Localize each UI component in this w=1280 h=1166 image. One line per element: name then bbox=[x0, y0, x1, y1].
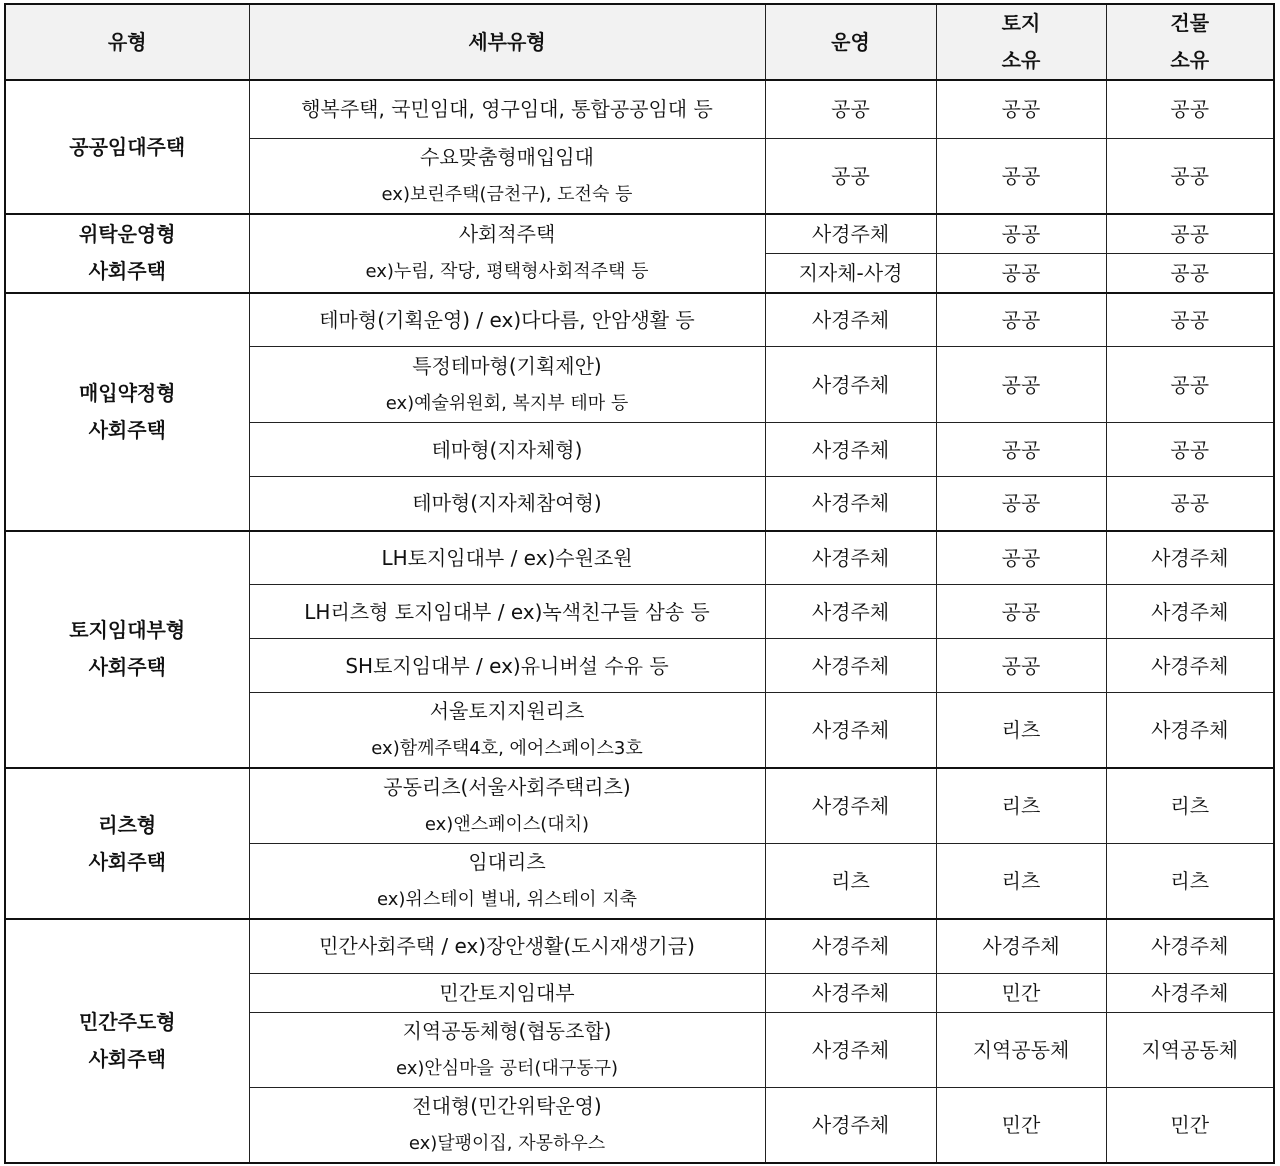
building-ownership-cell: 공공 bbox=[1106, 477, 1274, 531]
table-row bbox=[5, 768, 1274, 844]
building-ownership-cell: 리츠 bbox=[1106, 768, 1274, 844]
header-land-line2: 소유 bbox=[1001, 48, 1041, 72]
subtype-cell bbox=[249, 1012, 765, 1087]
operation-cell: 사경주체 bbox=[765, 531, 936, 585]
type-cell-line: 사회주택 bbox=[88, 417, 166, 442]
type-cell-line: 사회주택 bbox=[88, 849, 166, 874]
building-ownership-cell: 지역공동체 bbox=[1106, 1012, 1274, 1087]
building-ownership-cell: 공공 bbox=[1106, 138, 1274, 214]
land-ownership-cell: 공공 bbox=[936, 293, 1106, 347]
header-building-line2: 소유 bbox=[1170, 48, 1210, 72]
subtype-cell-line: 서울토지지원리츠 bbox=[429, 699, 585, 723]
operation-cell: 사경주체 bbox=[765, 639, 936, 693]
subtype-cell bbox=[249, 214, 765, 293]
operation-cell: 사경주체 bbox=[765, 423, 936, 477]
type-cell bbox=[5, 768, 249, 919]
subtype-cell-line: ex)보린주택(금천구), 도전숙 등 bbox=[381, 183, 633, 205]
operation-cell: 지자체-사경 bbox=[765, 253, 936, 293]
land-ownership-cell: 공공 bbox=[936, 253, 1106, 293]
subtype-cell-line: 전대형(민간위탁운영) bbox=[412, 1093, 602, 1118]
operation-cell: 사경주체 bbox=[765, 919, 936, 973]
operation-cell: 사경주체 bbox=[765, 1012, 936, 1087]
subtype-cell bbox=[249, 1087, 765, 1163]
subtype-cell bbox=[249, 423, 765, 477]
operation-cell: 사경주체 bbox=[765, 693, 936, 769]
subtype-cell bbox=[249, 919, 765, 973]
header-land-ownership bbox=[936, 4, 1106, 80]
housing-types-table bbox=[4, 3, 1275, 1164]
land-ownership-cell: 민간 bbox=[936, 1087, 1106, 1163]
table-row bbox=[5, 80, 1274, 138]
building-ownership-cell: 공공 bbox=[1106, 423, 1274, 477]
land-ownership-cell: 공공 bbox=[936, 214, 1106, 254]
subtype-cell-line: LH토지임대부 / ex)수원조원 bbox=[381, 545, 633, 570]
building-ownership-cell: 공공 bbox=[1106, 253, 1274, 293]
subtype-cell-line: 특정테마형(기획제안) bbox=[412, 353, 602, 378]
operation-cell: 사경주체 bbox=[765, 477, 936, 531]
type-cell bbox=[5, 80, 249, 214]
land-ownership-cell: 공공 bbox=[936, 531, 1106, 585]
operation-cell: 사경주체 bbox=[765, 214, 936, 254]
building-ownership-cell: 사경주체 bbox=[1106, 919, 1274, 973]
type-cell-line: 공공임대주택 bbox=[69, 134, 186, 159]
building-ownership-cell: 사경주체 bbox=[1106, 585, 1274, 639]
land-ownership-cell: 민간 bbox=[936, 973, 1106, 1012]
subtype-cell-line: ex)앤스페이스(대치) bbox=[424, 814, 590, 835]
subtype-cell bbox=[249, 973, 765, 1012]
type-cell bbox=[5, 531, 249, 769]
header-building-line1: 건물 bbox=[1170, 11, 1210, 35]
header-land-line1: 토지 bbox=[1001, 11, 1041, 35]
subtype-cell-line: 테마형(지자체참여형) bbox=[412, 491, 602, 516]
building-ownership-cell: 공공 bbox=[1106, 80, 1274, 138]
subtype-cell-line: SH토지임대부 / ex)유니버설 수유 등 bbox=[345, 653, 669, 678]
building-ownership-cell: 공공 bbox=[1106, 214, 1274, 254]
header-operation: 운영 bbox=[765, 4, 936, 80]
subtype-cell-line: 민간토지임대부 bbox=[439, 980, 575, 1005]
subtype-cell bbox=[249, 693, 765, 769]
subtype-cell-line: 지역공동체형(협동조합) bbox=[402, 1018, 612, 1043]
operation-cell: 리츠 bbox=[765, 844, 936, 920]
subtype-cell-line: 수요맞춤형매입임대 bbox=[420, 144, 594, 169]
building-ownership-cell: 민간 bbox=[1106, 1087, 1274, 1163]
type-cell bbox=[5, 214, 249, 293]
subtype-cell-line: 민간사회주택 / ex)장안생활(도시재생기금) bbox=[319, 934, 695, 959]
operation-cell: 사경주체 bbox=[765, 973, 936, 1012]
table-row bbox=[5, 293, 1274, 347]
subtype-cell bbox=[249, 138, 765, 214]
building-ownership-cell: 공공 bbox=[1106, 293, 1274, 347]
header-subtype: 세부유형 bbox=[249, 4, 765, 80]
table-row bbox=[5, 919, 1274, 973]
subtype-cell-line: ex)안심마을 공터(대구동구) bbox=[395, 1057, 619, 1079]
subtype-cell-line: 테마형(지자체형) bbox=[431, 437, 583, 462]
subtype-cell-line: 테마형(기획운영) / ex)다다름, 안암생활 등 bbox=[319, 307, 695, 332]
type-cell-line: 리츠형 bbox=[98, 812, 157, 837]
subtype-cell-line: 임대리츠 bbox=[468, 850, 546, 874]
type-cell-line: 사회주택 bbox=[88, 1046, 166, 1071]
subtype-cell-line: 공동리츠(서울사회주택리츠) bbox=[383, 775, 631, 799]
subtype-cell-line: ex)위스테이 별내, 위스테이 지축 bbox=[377, 889, 637, 910]
table-row bbox=[5, 214, 1274, 254]
table-body bbox=[5, 80, 1274, 1163]
subtype-cell-line: LH리츠형 토지임대부 / ex)녹색친구들 삼송 등 bbox=[304, 599, 710, 624]
type-cell-line: 매입약정형 bbox=[78, 380, 176, 405]
building-ownership-cell: 공공 bbox=[1106, 347, 1274, 423]
land-ownership-cell: 사경주체 bbox=[936, 919, 1106, 973]
type-cell bbox=[5, 919, 249, 1163]
land-ownership-cell: 공공 bbox=[936, 639, 1106, 693]
subtype-cell-line: ex)예술위원회, 복지부 테마 등 bbox=[385, 392, 629, 414]
land-ownership-cell: 공공 bbox=[936, 585, 1106, 639]
building-ownership-cell: 사경주체 bbox=[1106, 531, 1274, 585]
operation-cell: 사경주체 bbox=[765, 1087, 936, 1163]
operation-cell: 사경주체 bbox=[765, 347, 936, 423]
land-ownership-cell: 공공 bbox=[936, 138, 1106, 214]
land-ownership-cell: 리츠 bbox=[936, 844, 1106, 920]
type-cell-line: 사회주택 bbox=[88, 655, 166, 680]
building-ownership-cell: 사경주체 bbox=[1106, 973, 1274, 1012]
header-building-ownership bbox=[1106, 4, 1274, 80]
operation-cell: 사경주체 bbox=[765, 293, 936, 347]
land-ownership-cell: 리츠 bbox=[936, 768, 1106, 844]
subtype-cell-line: 사회적주택 bbox=[458, 222, 556, 246]
land-ownership-cell: 공공 bbox=[936, 423, 1106, 477]
type-cell bbox=[5, 293, 249, 531]
building-ownership-cell: 리츠 bbox=[1106, 844, 1274, 920]
type-cell-line: 민간주도형 bbox=[78, 1009, 176, 1034]
subtype-cell-line: ex)달팽이집, 자몽하우스 bbox=[408, 1132, 606, 1154]
land-ownership-cell: 지역공동체 bbox=[936, 1012, 1106, 1087]
subtype-cell bbox=[249, 768, 765, 844]
building-ownership-cell: 사경주체 bbox=[1106, 693, 1274, 769]
subtype-cell bbox=[249, 347, 765, 423]
type-cell-line: 사회주택 bbox=[88, 259, 166, 283]
table-row bbox=[5, 531, 1274, 585]
building-ownership-cell: 사경주체 bbox=[1106, 639, 1274, 693]
operation-cell: 사경주체 bbox=[765, 768, 936, 844]
subtype-cell bbox=[249, 585, 765, 639]
land-ownership-cell: 리츠 bbox=[936, 693, 1106, 769]
subtype-cell bbox=[249, 844, 765, 920]
subtype-cell-line: 행복주택, 국민임대, 영구임대, 통합공공임대 등 bbox=[301, 97, 713, 122]
land-ownership-cell: 공공 bbox=[936, 477, 1106, 531]
operation-cell: 공공 bbox=[765, 138, 936, 214]
subtype-cell bbox=[249, 639, 765, 693]
subtype-cell bbox=[249, 293, 765, 347]
operation-cell: 공공 bbox=[765, 80, 936, 138]
subtype-cell bbox=[249, 531, 765, 585]
subtype-cell bbox=[249, 80, 765, 138]
land-ownership-cell: 공공 bbox=[936, 80, 1106, 138]
land-ownership-cell: 공공 bbox=[936, 347, 1106, 423]
subtype-cell-line: ex)함께주택4호, 에어스페이스3호 bbox=[371, 738, 643, 759]
subtype-cell-line: ex)누림, 작당, 평택형사회적주택 등 bbox=[365, 261, 649, 282]
subtype-cell bbox=[249, 477, 765, 531]
header-row bbox=[5, 4, 1274, 80]
type-cell-line: 토지임대부형 bbox=[69, 618, 186, 643]
header-type: 유형 bbox=[5, 4, 249, 80]
type-cell-line: 위탁운영형 bbox=[78, 222, 176, 246]
operation-cell: 사경주체 bbox=[765, 585, 936, 639]
